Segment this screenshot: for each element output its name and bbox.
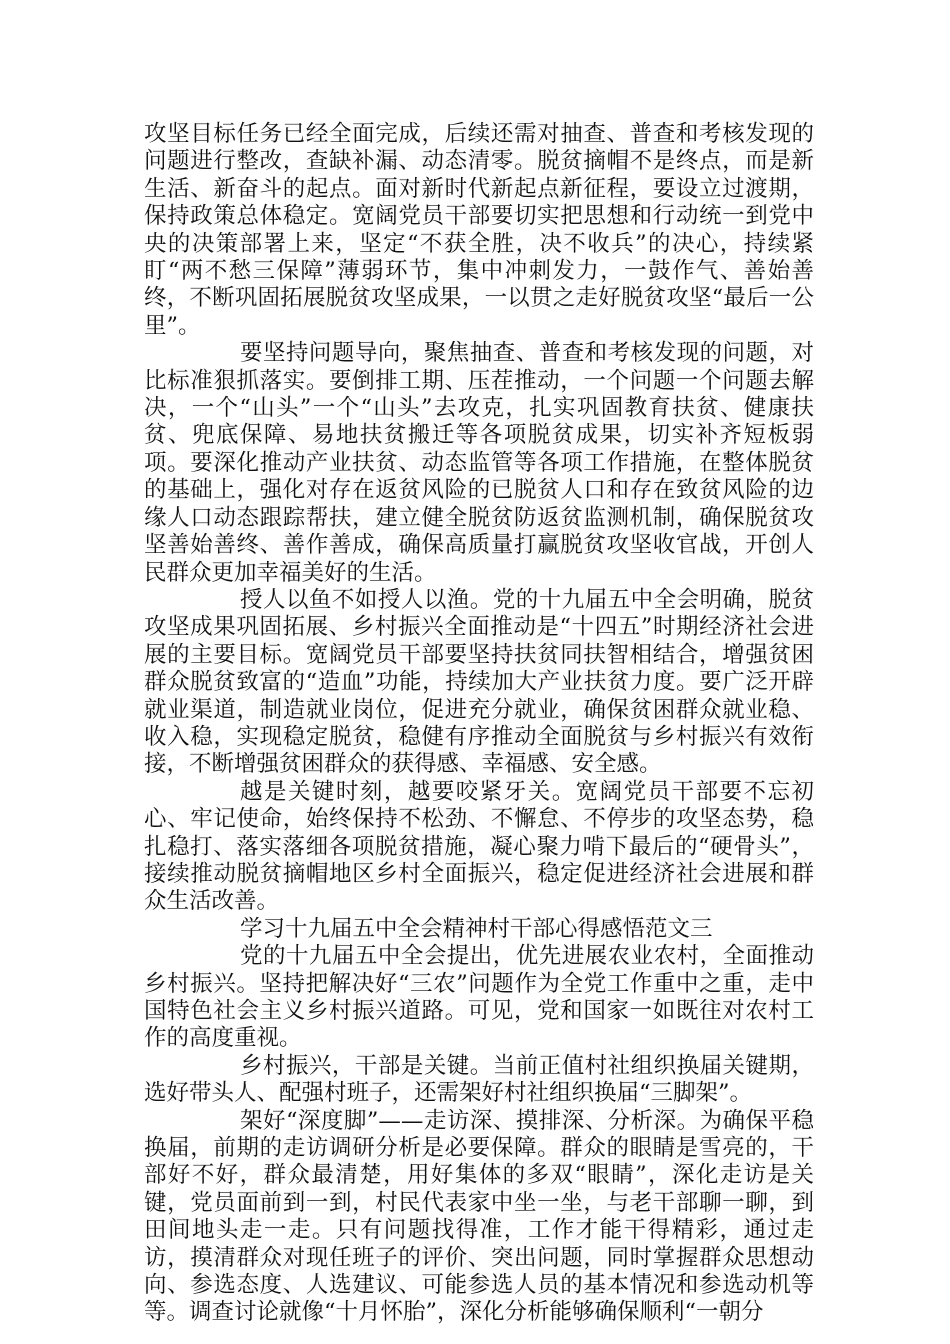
document-body: [144, 121, 814, 1327]
paragraph-7: 架好“深度脚”——走访深、摸排深、分析深。为确保平稳换届，前期的走访调研分析是必要保障。群众的眼睛是雪亮的，干部好不好，群众最清楚，用好集体的多双“眼睛”，深化走访是关键，党员面前到一到，村民代表家中坐一坐，与老干部聊一聊，到田间地头走一走。只有问题找得准，工作才能干得精彩，通过走访，摸清群众对现任班子的评价、突出问题，同时掌握群众思想动向、参选态度、人选建议、可能参选人员的基本情况和参选动机等等。调查讨论就像“十月怀胎”，深化分析能够确保顺利“一朝分: [144, 1107, 814, 1326]
paragraph-4: 越是关键时刻，越要咬紧牙关。宽阔党员干部要不忘初心、牢记使命，始终保持不松劲、不懈怠、不停步的攻坚态势，稳扎稳打、落实落细各项脱贫措施，凝心聚力啃下最后的“硬骨头”，接续推动脱贫摘帽地区乡村全面振兴，稳定促进经济社会进展和群众生活改善。: [144, 778, 814, 915]
paragraph-2: 要坚持问题导向，聚焦抽查、普查和考核发现的问题，对比标准狠抓落实。要倒排工期、压茬推动，一个问题一个问题去解决，一个“山头”一个“山头”去攻克，扎实巩固教育扶贫、健康扶贫、兜底保障、易地扶贫搬迁等各项脱贫成果，切实补齐短板弱项。要深化推动产业扶贫、动态监管等各项工作措施，在整体脱贫的基础上，强化对存在返贫风险的已脱贫人口和存在致贫风险的边缘人口动态跟踪帮扶，建立健全脱贫防返贫监测机制，确保脱贫攻坚善始善终、善作善成，确保高质量打赢脱贫攻坚收官战，开创人民群众更加幸福美好的生活。: [144, 340, 814, 586]
paragraph-3: 授人以鱼不如授人以渔。党的十九届五中全会明确，脱贫攻坚成果巩固拓展、乡村振兴全面推动是“十四五”时期经济社会进展的主要目标。宽阔党员干部要坚持扶贫同扶智相结合，增强贫困群众脱贫致富的“造血”功能，持续加大产业扶贫力度。要广泛开辟就业渠道，制造就业岗位，促进充分就业，确保贫困群众就业稳、收入稳，实现稳定脱贫，稳健有序推动全面脱贫与乡村振兴有效衔接，不断增强贫困群众的获得感、幸福感、安全感。: [144, 586, 814, 778]
paragraph-5: 党的十九届五中全会提出，优先进展农业农村，全面推动乡村振兴。坚持把解决好“三农”问题作为全党工作重中之重，走中国特色社会主义乡村振兴道路。可见，党和国家一如既往对农村工作的高度重视。: [144, 943, 814, 1052]
paragraph-1: 攻坚目标任务已经全面完成，后续还需对抽查、普查和考核发现的问题进行整改，查缺补漏、动态清零。脱贫摘帽不是终点，而是新生活、新奋斗的起点。面对新时代新起点新征程，要设立过渡期，保持政策总体稳定。宽阔党员干部要切实把思想和行动统一到党中央的决策部署上来，坚定“不获全胜，决不收兵”的决心，持续紧盯“两不愁三保障”薄弱环节，集中冲刺发力，一鼓作气、善始善终，不断巩固拓展脱贫攻坚成果，一以贯之走好脱贫攻坚“最后一公里”。: [144, 121, 814, 339]
section-heading: 学习十九届五中全会精神村干部心得感悟范文三: [240, 915, 713, 942]
paragraph-6: 乡村振兴，干部是关键。当前正值村社组织换届关键期，选好带头人、配强村班子，还需架好村社组织换届“三脚架”。: [144, 1052, 814, 1107]
